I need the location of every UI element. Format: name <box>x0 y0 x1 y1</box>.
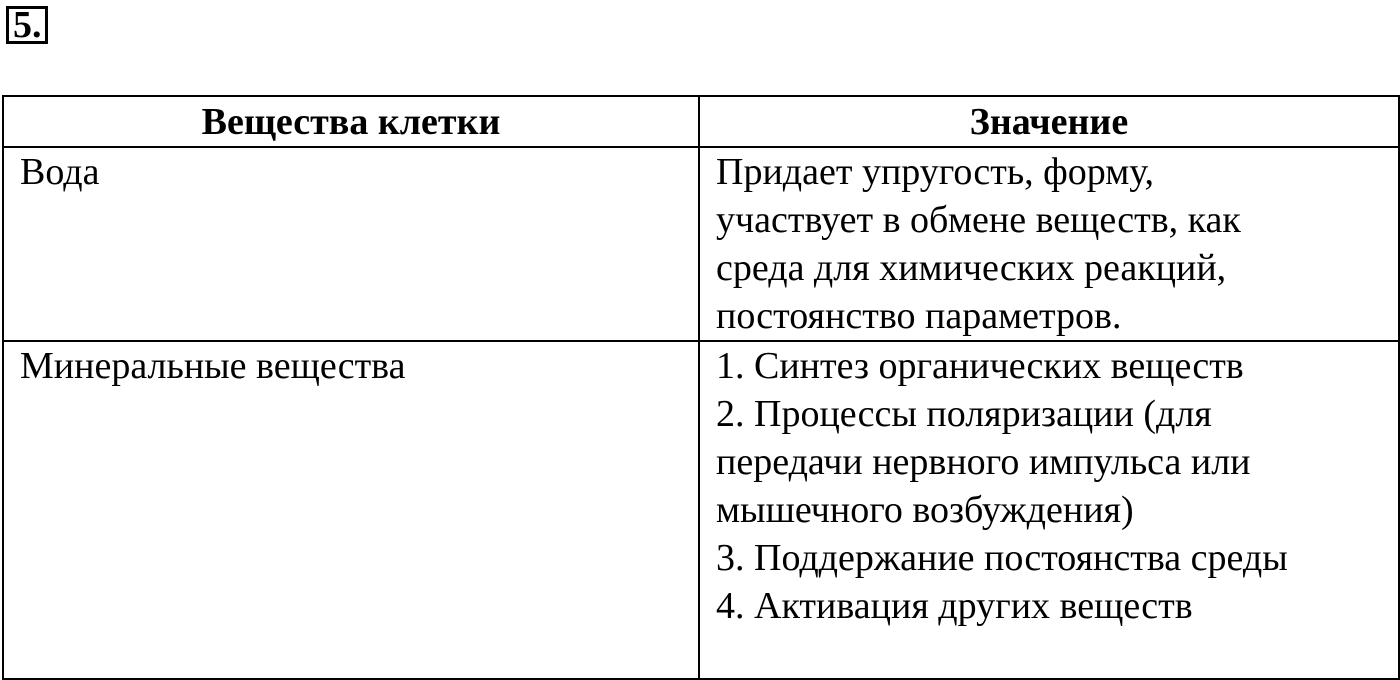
meaning-line: 2. Процессы поляризации (для <box>716 393 1212 435</box>
header-meaning: Значение <box>699 96 1399 147</box>
meaning-cell <box>699 341 1399 679</box>
substance-name: Вода <box>20 151 100 193</box>
meaning-line: 3. Поддержание постоянства среды <box>716 537 1288 579</box>
substance-cell <box>3 341 699 679</box>
substance-name: Минеральные вещества <box>20 345 406 387</box>
meaning-line: 4. Активация других веществ <box>716 585 1193 627</box>
task-number-box <box>6 6 48 44</box>
meaning-line: 1. Синтез органических веществ <box>716 345 1244 387</box>
task-number: 5. <box>13 4 42 46</box>
meaning-cell <box>699 147 1399 341</box>
substances-table <box>2 95 1400 680</box>
substance-cell <box>3 147 699 341</box>
meaning-line: среда для химических реакций, <box>716 247 1227 289</box>
meaning-line: постоянство параметров. <box>716 295 1122 337</box>
meaning-line: Придает упругость, форму, <box>716 151 1154 193</box>
table-row <box>3 147 1399 341</box>
meaning-line: передачи нервного импульса или <box>716 441 1251 483</box>
meaning-line: мышечного возбуждения) <box>716 489 1134 531</box>
table-header-row <box>3 96 1399 147</box>
header-substances: Вещества клетки <box>3 96 699 147</box>
table-row <box>3 341 1399 679</box>
meaning-line: участвует в обмене веществ, как <box>716 199 1241 241</box>
